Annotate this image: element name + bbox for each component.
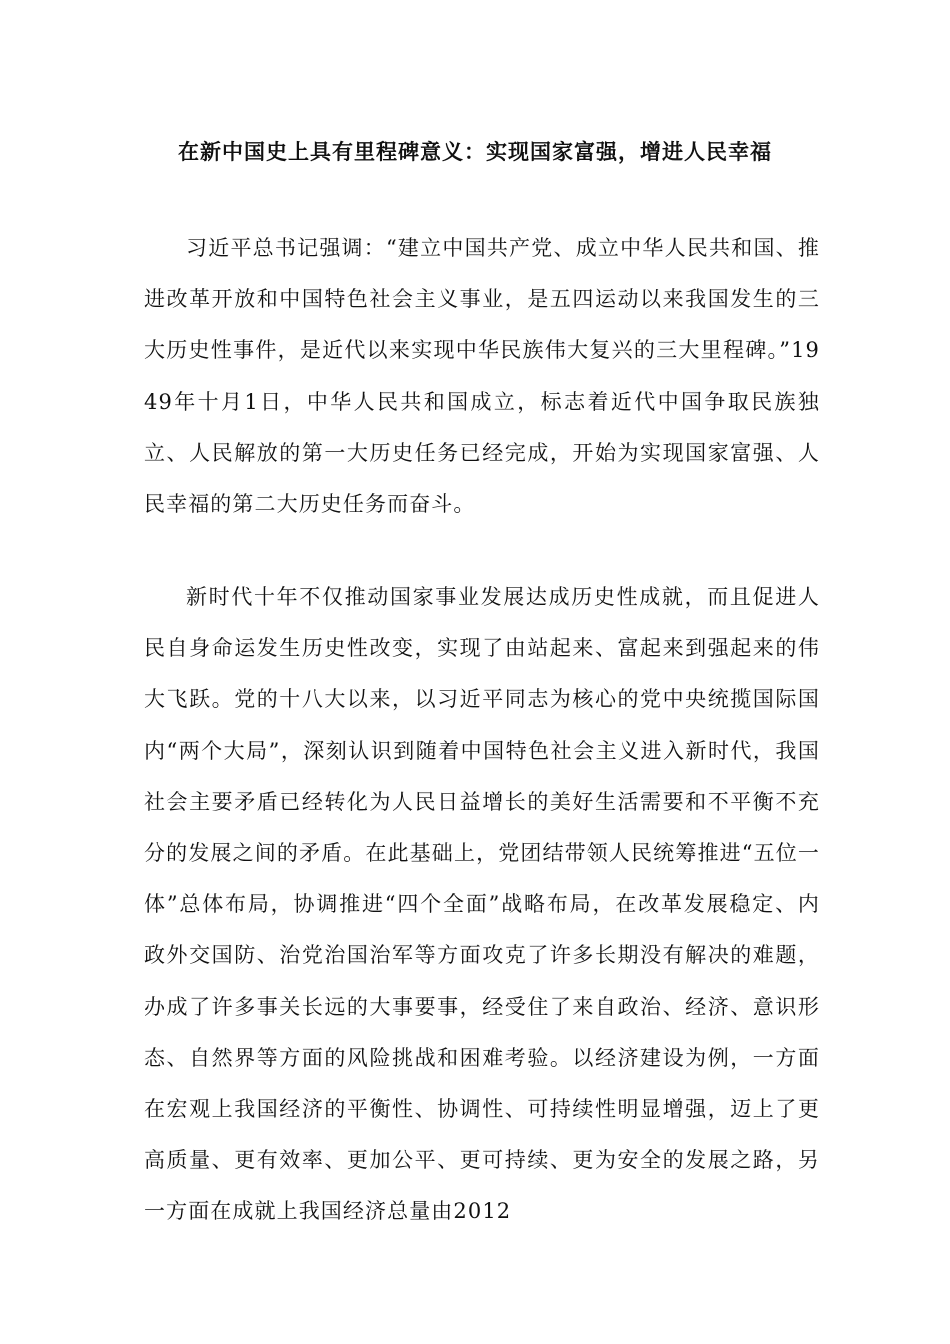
document-title: 在新中国史上具有里程碑意义：实现国家富强，增进人民幸福: [178, 139, 772, 164]
paragraph-2: 新时代十年不仅推动国家事业发展达成历史性成就，而且促进人民自身命运发生历史性改变，实现了由站起来、富起来到强起来的伟大飞跃。党的十八大以来，以习近平同志为核心的党中央统揽国际国内“两个大局”，深刻认识到随着中国特色社会主义进入新时代，我国社会主要矛盾已经转化为人民日益增长的美好生活需要和不平衡不充分的发展之间的矛盾。在此基础上，党团结带领人民统筹推进“五位一体”总体布局，协调推进“四个全面”战略布局，在改革发展稳定、内政外交国防、治党治国治军等方面攻克了许多长期没有解决的难题，办成了许多事关长远的大事要事，经受住了来自政治、经济、意识形态、自然界等方面的风险挑战和困难考验。以经济建设为例，一方面在宏观上我国经济的平衡性、协调性、可持续性明显增强，迈上了更高质量、更有效率、更加公平、更可持续、更为安全的发展之路，另一方面在成就上我国经济总量由2012: [144, 585, 820, 1224]
paragraph-1: 习近平总书记强调：“建立中国共产党、成立中华人民共和国、推进改革开放和中国特色社会主义事业，是五四运动以来我国发生的三大历史性事件，是近代以来实现中华民族伟大复兴的三大里程碑。”1949年十月1日，中华人民共和国成立，标志着近代中国争取民族独立、人民解放的第一大历史任务已经完成，开始为实现国家富强、人民幸福的第二大历史任务而奋斗。: [144, 236, 820, 517]
